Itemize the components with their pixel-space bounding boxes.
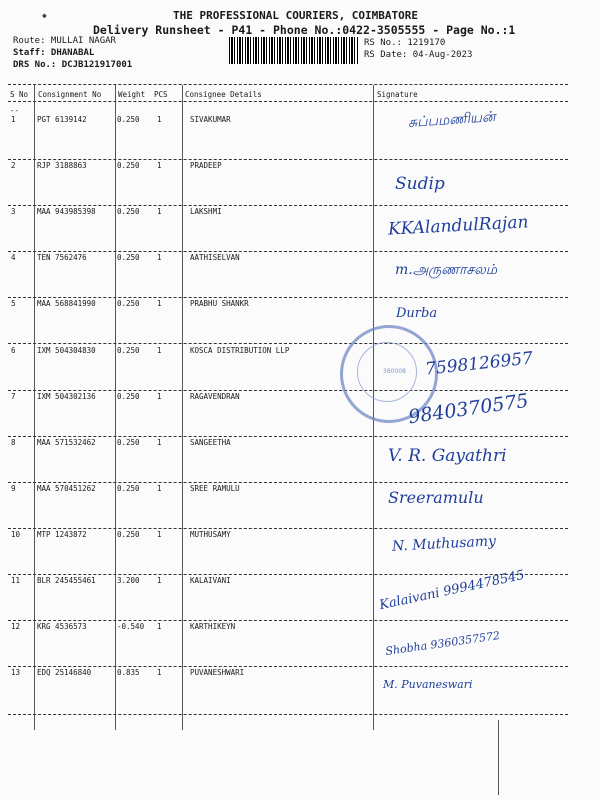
cell-consignee: LAKSHMI xyxy=(190,207,222,216)
cell-consignment: MAA 568841990 xyxy=(37,299,96,308)
col-header-consignee: Consignee Details xyxy=(185,90,262,99)
signature-4: m.அருணாசலம் xyxy=(395,262,498,278)
row-divider xyxy=(8,436,568,437)
staff-label: Staff: DHANABAL xyxy=(13,48,95,58)
cell-consignment: MAA 943985398 xyxy=(37,207,96,216)
col-header-consignment: Consignment No xyxy=(38,90,102,99)
cell-weight: 0.250 xyxy=(117,346,140,355)
row-divider xyxy=(8,620,568,621)
signature-12: Shobha 9360357572 xyxy=(384,629,501,658)
cell-consignment: IXM 504302136 xyxy=(37,392,96,401)
cell-sno: 1 xyxy=(11,115,16,124)
company-title: THE PROFESSIONAL COURIERS, COIMBATORE xyxy=(173,9,419,22)
cell-sno: 12 xyxy=(11,622,21,631)
signature-9: Sreeramulu xyxy=(388,488,484,507)
barcode xyxy=(229,37,359,64)
cell-consignment: EDQ 25146840 xyxy=(37,668,92,677)
header-dash: -- xyxy=(10,106,20,115)
cell-weight: 0.250 xyxy=(117,207,140,216)
cell-weight: 0.835 xyxy=(117,668,140,677)
cell-consignee: PRABHU SHANKR xyxy=(190,299,249,308)
cell-sno: 6 xyxy=(11,346,16,355)
signature-1: சுப்பமணியன் xyxy=(407,108,497,132)
cell-weight: 3.200 xyxy=(117,576,140,585)
cell-sno: 5 xyxy=(11,299,16,308)
cell-consignee: MUTHUSAMY xyxy=(190,530,231,539)
scan-mark: ◆ xyxy=(42,11,47,20)
cell-weight: 0.250 xyxy=(117,115,140,124)
rs-number: RS No.: 1219170 xyxy=(364,38,446,48)
signature-5: Durba xyxy=(396,306,438,321)
cell-pcs: 1 xyxy=(157,161,162,170)
cell-consignment: TEN 7562476 xyxy=(37,253,87,262)
cell-sno: 10 xyxy=(11,530,21,539)
runsheet-subtitle: Delivery Runsheet - P41 - Phone No.:0422-3505555 - Page No.:1 xyxy=(93,23,516,37)
row-divider xyxy=(8,390,568,391)
rs-date: RS Date: 04-Aug-2023 xyxy=(364,50,473,60)
cell-weight: 0.250 xyxy=(117,484,140,493)
cell-consignment: RJP 3188863 xyxy=(37,161,87,170)
cell-pcs: 1 xyxy=(157,622,162,631)
cell-weight: 0.250 xyxy=(117,392,140,401)
cell-weight: 0.250 xyxy=(117,161,140,170)
header-bottom-rule xyxy=(8,101,568,102)
row-divider xyxy=(8,251,568,252)
cell-sno: 9 xyxy=(11,484,16,493)
cell-pcs: 1 xyxy=(157,438,162,447)
cell-pcs: 1 xyxy=(157,207,162,216)
cell-consignment: IXM 504304830 xyxy=(37,346,96,355)
table-top-rule xyxy=(8,84,568,85)
cell-weight: 0.250 xyxy=(117,253,140,262)
cell-consignment: MTP 1243872 xyxy=(37,530,87,539)
route-label: Route: MULLAI NAGAR xyxy=(13,36,116,46)
table-bottom-rule xyxy=(8,714,568,715)
cell-sno: 13 xyxy=(11,668,21,677)
col-divider-1 xyxy=(34,85,35,730)
signature-13: M. Puvaneswari xyxy=(383,678,473,691)
stamp-lettering: 380008 xyxy=(383,368,406,375)
cell-sno: 3 xyxy=(11,207,16,216)
cell-consignee: SANGEETHA xyxy=(190,438,231,447)
col-header-sno: S No xyxy=(10,90,29,99)
row-divider xyxy=(8,159,568,160)
cell-pcs: 1 xyxy=(157,576,162,585)
cell-consignee: KARTHIKEYN xyxy=(190,622,236,631)
cell-consignee: KALAIVANI xyxy=(190,576,231,585)
drs-number: DRS No.: DCJB121917001 xyxy=(13,60,133,70)
row-divider xyxy=(8,297,568,298)
cell-consignment: BLR 245455461 xyxy=(37,576,96,585)
cell-consignee: SIVAKUMAR xyxy=(190,115,231,124)
signature-8: V. R. Gayathri xyxy=(388,446,507,466)
cell-consignment: MAA 571532462 xyxy=(37,438,96,447)
signature-10: N. Muthusamy xyxy=(391,533,497,555)
cell-consignee: PUVANESHWARI xyxy=(190,668,245,677)
row-divider xyxy=(8,343,568,344)
cell-sno: 2 xyxy=(11,161,16,170)
cell-consignment: KRG 4536573 xyxy=(37,622,87,631)
cell-pcs: 1 xyxy=(157,668,162,677)
row-divider xyxy=(8,666,568,667)
cell-weight: 0.250 xyxy=(117,299,140,308)
cell-consignee: SREE RAMULU xyxy=(190,484,240,493)
signature-6: 7598126957 xyxy=(424,348,534,380)
cell-consignee: AATHISELVAN xyxy=(190,253,240,262)
cell-pcs: 1 xyxy=(157,115,162,124)
col-header-pcs: PCS xyxy=(154,90,168,99)
cell-pcs: 1 xyxy=(157,484,162,493)
col-header-signature: Signature xyxy=(377,90,418,99)
col-divider-2 xyxy=(115,85,116,730)
cell-pcs: 1 xyxy=(157,392,162,401)
cell-sno: 8 xyxy=(11,438,16,447)
cell-consignment: PGT 6139142 xyxy=(37,115,87,124)
cell-pcs: 1 xyxy=(157,346,162,355)
cell-weight: -0.540 xyxy=(117,622,145,631)
cell-consignment: MAA 570451262 xyxy=(37,484,96,493)
row-divider xyxy=(8,528,568,529)
col-header-weight: Weight xyxy=(118,90,146,99)
cell-consignee: RAGAVENDRAN xyxy=(190,392,240,401)
cell-weight: 0.250 xyxy=(117,530,140,539)
cell-weight: 0.250 xyxy=(117,438,140,447)
cell-sno: 11 xyxy=(11,576,21,585)
cell-pcs: 1 xyxy=(157,530,162,539)
signature-2: Sudip xyxy=(395,174,445,194)
signature-7: 9840370575 xyxy=(407,389,530,429)
row-divider xyxy=(8,482,568,483)
cell-sno: 7 xyxy=(11,392,16,401)
signature-11: Kalaivani 9994478545 xyxy=(378,567,526,614)
cell-sno: 4 xyxy=(11,253,16,262)
cell-consignee: PRADEEP xyxy=(190,161,222,170)
signature-3: KKAlandulRajan xyxy=(387,212,529,240)
row-divider xyxy=(8,205,568,206)
col-divider-3 xyxy=(182,85,183,730)
cell-pcs: 1 xyxy=(157,299,162,308)
cell-pcs: 1 xyxy=(157,253,162,262)
page-edge-line xyxy=(498,720,499,795)
cell-consignee: KOSCA DISTRIBUTION LLP xyxy=(190,346,290,355)
